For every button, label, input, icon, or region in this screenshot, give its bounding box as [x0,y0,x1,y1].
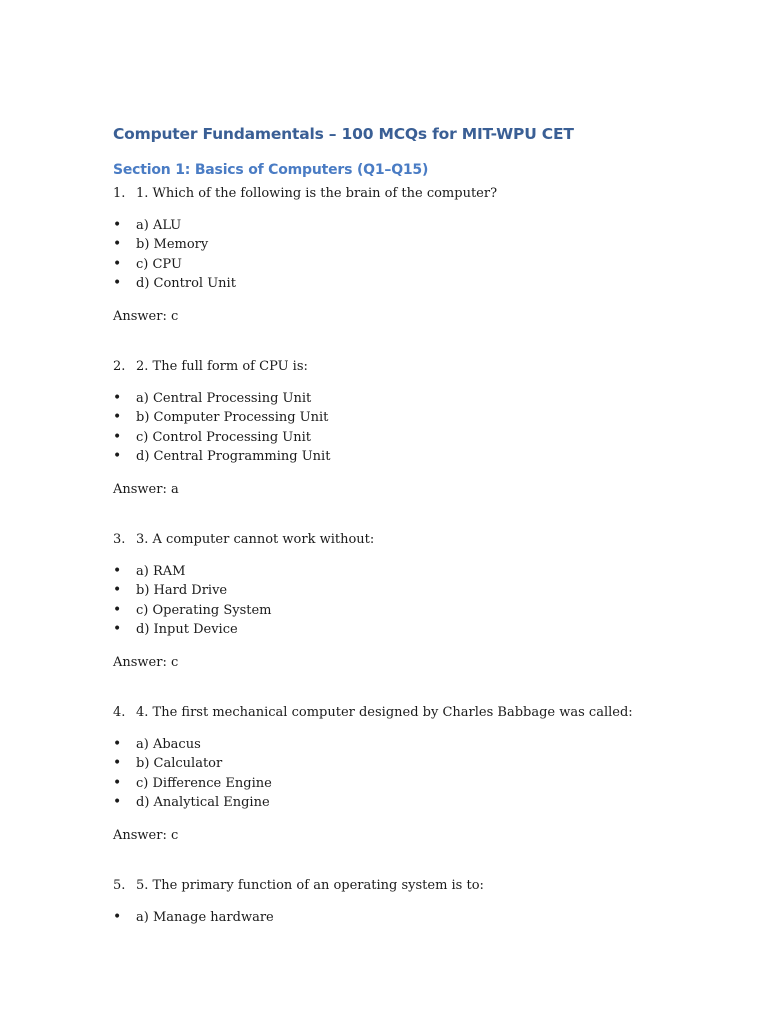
answer-text: Answer: c [113,654,179,670]
question-line [113,530,733,549]
option-text: b) Hard Drive [136,583,228,599]
option-text: c) Operating System [136,602,272,618]
option-text: b) Memory [136,237,209,253]
bullet-icon: • [113,909,122,925]
question-text: 4. The first mechanical computer designed by Charles Babbage was called: [136,705,633,720]
option-text: c) CPU [136,256,182,272]
option-text: d) Input Device [136,622,238,638]
bullet-icon: • [113,236,122,253]
document-title: Computer Fundamentals – 100 MCQs for MIT-WPU CET [113,125,574,143]
options-list [113,389,733,467]
question-number: 5. [113,878,126,893]
section-heading: Section 1: Basics of Computers (Q1–Q15) [113,162,429,178]
option-text: c) Control Processing Unit [136,429,311,445]
option-item [113,408,733,427]
bullet-icon: • [113,774,122,791]
option-text: d) Central Programming Unit [136,449,331,465]
option-text: d) Analytical Engine [136,795,270,811]
option-text: a) Manage hardware [136,910,274,925]
question-text: 1. Which of the following is the brain of the computer? [136,186,498,201]
question-number: 3. [113,532,126,547]
bullet-icon: • [113,601,122,618]
question-text: 2. The full form of CPU is: [136,359,308,374]
option-text: a) Abacus [136,737,201,752]
question-line [113,184,733,203]
option-item [113,908,733,927]
option-item [113,562,733,581]
question-number: 1. [113,186,126,201]
bullet-icon: • [113,255,122,272]
bullet-icon: • [113,582,122,599]
answer-text: Answer: c [113,827,179,843]
bullet-icon: • [113,428,122,445]
option-item [113,754,733,773]
option-item [113,793,733,812]
option-text: a) Central Processing Unit [136,391,312,406]
question-line [113,876,733,895]
bullet-icon: • [113,390,122,406]
option-item [113,447,733,466]
question-4 [113,703,733,845]
question-text: 3. A computer cannot work without: [136,532,375,547]
options-list [113,562,733,640]
option-item [113,581,733,600]
question-line [113,357,733,376]
answer-text: Answer: c [113,308,179,324]
bullet-icon: • [113,736,122,752]
bullet-icon: • [113,275,122,292]
option-item [113,428,733,447]
bullet-icon: • [113,755,122,772]
option-text: b) Computer Processing Unit [136,410,329,426]
option-text: b) Calculator [136,756,223,772]
question-1 [113,184,733,326]
question-text: 5. The primary function of an operating system is to: [136,878,484,893]
option-item [113,620,733,639]
option-item [113,274,733,293]
option-text: a) ALU [136,218,182,233]
question-2 [113,357,733,499]
option-item [113,235,733,254]
options-list [113,216,733,294]
option-text: c) Difference Engine [136,775,272,791]
option-item [113,216,733,235]
option-item [113,774,733,793]
options-list [113,735,733,813]
option-text: a) RAM [136,564,186,579]
answer-text: Answer: a [113,481,179,497]
option-item [113,389,733,408]
question-number: 4. [113,705,126,720]
bullet-icon: • [113,794,122,811]
bullet-icon: • [113,621,122,638]
question-5 [113,876,733,927]
option-item [113,255,733,274]
options-list [113,908,733,927]
option-text: d) Control Unit [136,276,236,292]
option-item [113,735,733,754]
question-line [113,703,733,722]
bullet-icon: • [113,563,122,579]
bullet-icon: • [113,409,122,426]
bullet-icon: • [113,448,122,465]
option-item [113,601,733,620]
question-3 [113,530,733,672]
question-number: 2. [113,359,126,374]
bullet-icon: • [113,217,122,233]
